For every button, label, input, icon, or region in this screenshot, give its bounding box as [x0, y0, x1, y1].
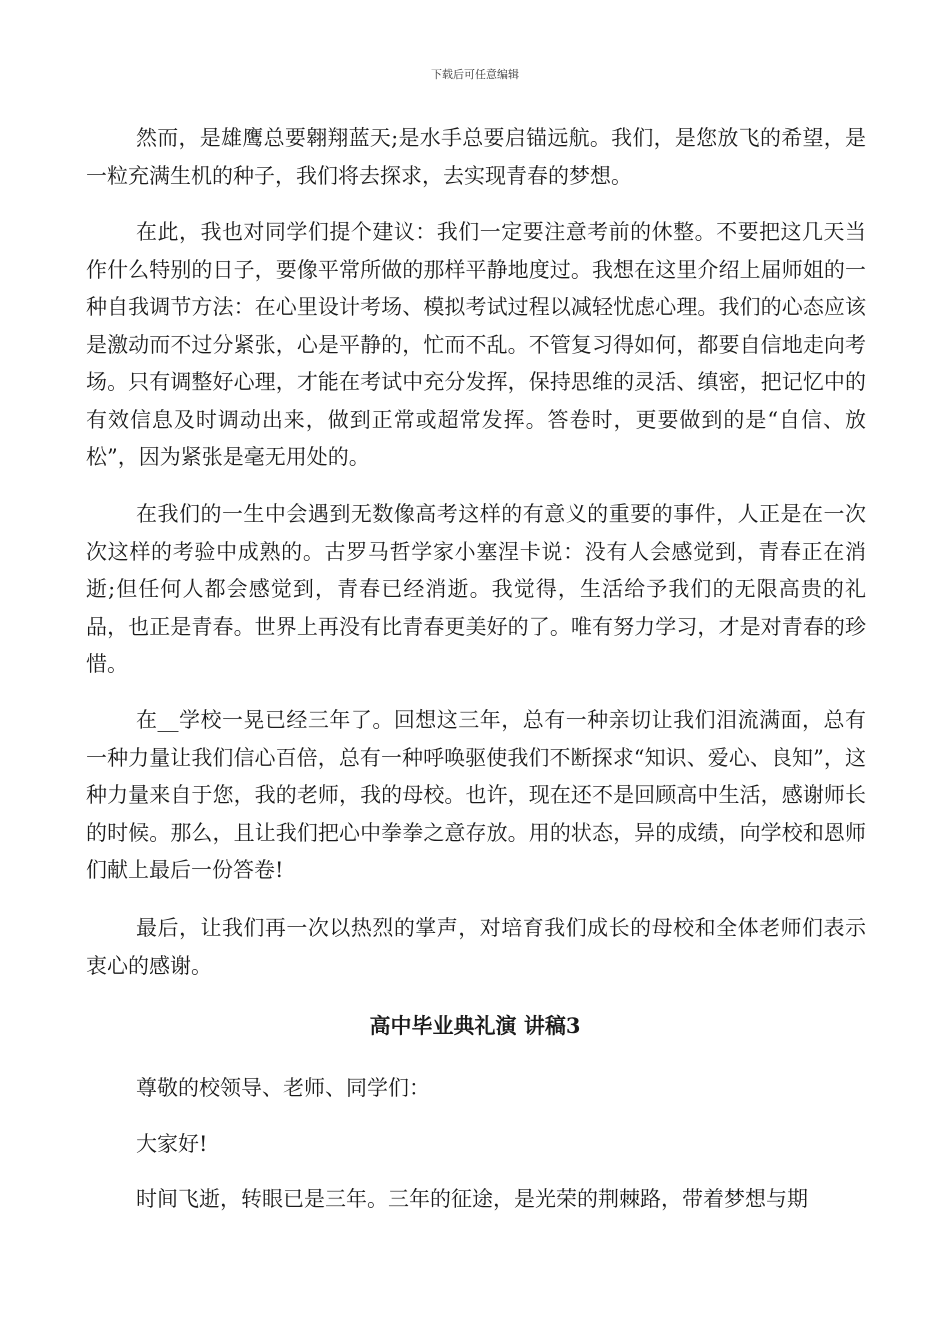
greeting: 大家好! — [136, 1132, 208, 1156]
paragraph-youth: 在我们的一生中会遇到无数像高考这样的有意义的重要的事件，人正是在一次次这样的考验中成熟的。古罗马哲学家小塞涅卡说：没有人会感觉到，青春正在消逝;但任何人都会感觉到，青春已经消逝。我觉得，生活给予我们的无限高贵的礼品，也正是青春。世界上再没有比青春更美好的了。唯有努力学习，才是对青春的珍惜。 — [86, 502, 866, 676]
paragraph-school: 在__学校一晃已经三年了。回想这三年，总有一种亲切让我们泪流满面，总有一种力量让我们信心百倍，总有一种呼唤驱使我们不断探求“知识、爱心、良知”，这种力量来自于您，我的老师，我的母校。也许，现在还不是回顾高中生活，感谢师长的时候。那么，且让我们把心中拳拳之意存放。用的状态，异的成绩，向学校和恩师们献上最后一份答卷! — [86, 708, 866, 882]
paragraph-thanks: 最后，让我们再一次以热烈的掌声，对培育我们成长的母校和全体老师们表示衷心的感谢。 — [86, 916, 866, 978]
section-title: 高中毕业典礼演 讲稿3 — [369, 1013, 581, 1038]
opening-line: 时间飞逝，转眼已是三年。三年的征途，是光荣的荆棘路，带着梦想与期 — [136, 1187, 808, 1211]
paragraph-eagle: 然而，是雄鹰总要翱翔蓝天;是水手总要启锚远航。我们，是您放飞的希望，是一粒充满生机的种子，我们将去探求，去实现青春的梦想。 — [86, 126, 866, 188]
paragraph-advice: 在此，我也对同学们提个建议：我们一定要注意考前的休整。不要把这几天当作什么特别的日子，要像平常所做的那样平静地度过。我想在这里介绍上届师姐的一种自我调节方法：在心里设计考场、模拟考试过程以减轻忧虑心理。我们的心态应该是激动而不过分紧张，心是平静的，忙而不乱。不管复习得如何，都要自信地走向考场。只有调整好心理，才能在考试中充分发挥，保持思维的灵活、缜密，把记忆中的有效信息及时调动出来，做到正常或超常发挥。答卷时，更要做到的是“自信、放松”，因为紧张是毫无用处的。 — [86, 220, 866, 469]
salutation: 尊敬的校领导、老师、同学们： — [136, 1076, 430, 1100]
page-header-note: 下载后可任意编辑 — [431, 68, 519, 81]
